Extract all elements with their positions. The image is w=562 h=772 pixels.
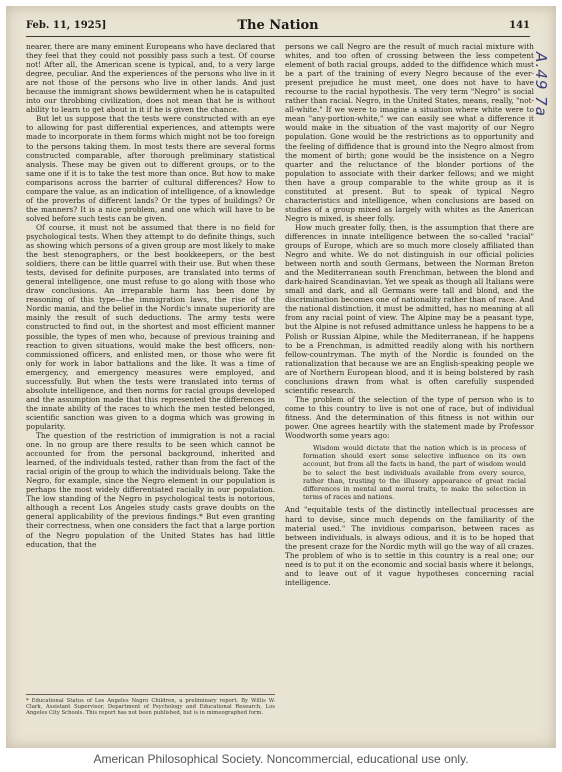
paragraph: Of course, it must not be assumed that there is no field for psychological tests. When they attempt to do definite things, such as showing which persons of a given group are most likely to make the best stenographers, or the best bookkeepers, or the best soldiers, there can be little quarrel with their use. But when these tests, devised for definite purposes, are translated into terms of general intelligence, one must refuse to go along with those who draw conclusions. An irreparable harm has been done by reasoning of this type—the immigration laws, the rise of the Nordic mania, and the belief in the Nordic's innate superiority are mainly the result of such deductions. The army tests were constructed to find out, in the shortest and most efficient manner possible, the types of men who, because of previous training and reaction to given situations, would make the best officers, non-commissioned officers, and enlisted men, or those who were fit only for work in labor battalions and the like. It was a time of emergency, and emergency measures were employed, and successfully. But when the tests were translated into terms of absolute intelligence, and then norms for racial groups developed and the assumption made that this represented the differences in the innate ability of the races to which the men tested belonged, scientific sanction was given to a dogma which was growing in popularity. [26, 222, 275, 431]
scanned-page [6, 6, 556, 748]
paragraph: The question of the restriction of immigration is not a racial one. In no group are there results to be seen which cannot be accounted for from the personal background, inherited and learned, of the individuals tested, rather than from the fact of the racial origin of the group to which the individuals belong. Take the Negro, for example, since the Negro element in our population is perhaps the most widely differentiated racially in our population. The low standing of the Negro in psychological tests is notorious, although a recent Los Angeles study casts grave doubts on the general applicability of the previous findings.* But even granting their correctness, when one considers the fact that a large portion of the Negro population of the United States has had little education, that the [26, 431, 275, 549]
paragraph: But let us suppose that the tests were constructed with an eye to allowing for past differential experiences, and attempts were made to incorporate in them forms which might not be too foreign to the persons taking them. In most tests there are several forms constructed comparable, after thorough preliminary statistical analysis. These may be given out to different groups, or to the same one if it is to take the test more than once. But how to make comparisons across the barrier of cultural differences? How to compare the value, as an indication of intelligence, of a knowledge of the proverbs of different lands? Or the types of buildings? Or the manners? It is a nice problem, and one which will have to be solved before such tests can be given. [26, 114, 275, 223]
quote-text: Wisdom would dictate that the nation which is in process of formation should exert some selective influence on its own account, but from all the facts in hand, the part of wisdom would be to select the best individuals available from every source, rather than, trusting to the illusory appearance of great racial differences in mental and moral traits, to make the selection in terms of races and nations. [303, 444, 526, 502]
left-column [26, 42, 275, 549]
archive-credit: American Philosophical Society. Noncommercial, educational use only. [93, 752, 469, 766]
handwritten-catalog-text: A.49 7a [532, 52, 550, 117]
paragraph: nearer, there are many eminent Europeans who have declared that they feel that they could not possibly pass such a test. Of course not! After all, the American scene is typical, and, to a very large degree, peculiar. And the experiences of the persons who live in it are not those of the persons who live in other lands. And just because the immigrant shows bewilderment when he is catapulted into our throbbing civilization, does not mean that he is without ability to learn to get about in it if he is given the chance. [26, 42, 275, 115]
masthead: The Nation [237, 18, 319, 33]
handwritten-catalog-mark [532, 52, 552, 122]
paragraph: How much greater folly, then, is the assumption that there are differences in innate intelligence between the so-called "racial" groups of Europe, which are so much more closely affiliated than Negro and white. We do not distinguish in our official policies between north and south Germans, between the Norman Breton and the Mediterranean south Frenchman, between the blond and dark-haired Scandinavian. Yet we speak as though all Italians were small and dark, and all Germans were tall and blond, and the discrimination becomes one of nationality rather than of race. And the national distinction, it must be admitted, has no meaning at all from any racial point of view. The Alpine may be a peasant type, but the Alpine is not refused admittance unless he happens to be a Polish or Russian Alpine, while the Mediterranean, if he happens to be a Frenchman, is admitted readily along with his northern fellow-countryman. The myth of the Nordic is founded on the rationalization that because we are an English-speaking people we are of Northern European blood, and it is being bolstered by rash conclusions drawn from what is often carefully suspended scientific research. [285, 222, 534, 395]
right-column [285, 42, 534, 587]
paragraph: The problem of the selection of the type of person who is to come to this country to live is not one of race, but of individual fitness. And the determination of this fitness is not within our power. One agrees heartily with the statement made by Professor Woodworth some years ago: [285, 394, 534, 441]
block-quote [303, 444, 526, 501]
paragraph: And "equitable tests of the distinctly intellectual processes are hard to devise, since much depends on the familiarity of the material used." The invidious comparison, between races as between individuals, is always odious, and it is to be hoped that the present craze for the Nordic myth will go the way of all crazes. The problem of who is to settle in this country is a real one; our need is to put it on the economic and social basis where it belongs, and to leave out of it vague hypotheses concerning racial intelligence. [285, 505, 534, 587]
footnote: * Educational Status of Los Angeles Negro Children, a preliminary report. By Willis W. Clark, Assistant Supervisor, Department of Psychology and Educational Research, Los Angeles City Schools. This report has not been published, but is in mimeographed form. [26, 694, 275, 716]
page-header [26, 18, 530, 37]
issue-date: Feb. 11, 1925] [26, 20, 107, 31]
paragraph: persons we call Negro are the result of much racial mixture with whites, and too often of crossing between the less competent element of both racial groups, added to the diffidence which must be a part of the training of every Negro because of the ever-present prejudice he must meet, one does not have to have recourse to the racial hypothesis. The very term "Negro" is social rather than racial. Negro, in the United States, means, really, "not-all-white." If we were to imagine a situation where white were to mean "any-portion-white," we can easily see what a difference it would make in the situation of the vast majority of our Negro population. Gone would be the restrictions as to opportunity and the feeling of diffidence that is ground into the Negro almost from the moment of birth; gone would be the insistence on a Negro quarter and the reluctance of the blonder portions of the population to associate with their darker fellows; and we might then have a group comparable to the white group as it is constituted at present. But to speak of typical Negro characteristics and intelligence, when conclusions are based on studies of a group mixed as largely with whites as the American Negro is mixed, is sheer folly. [285, 42, 534, 223]
page-number: 141 [509, 20, 530, 31]
